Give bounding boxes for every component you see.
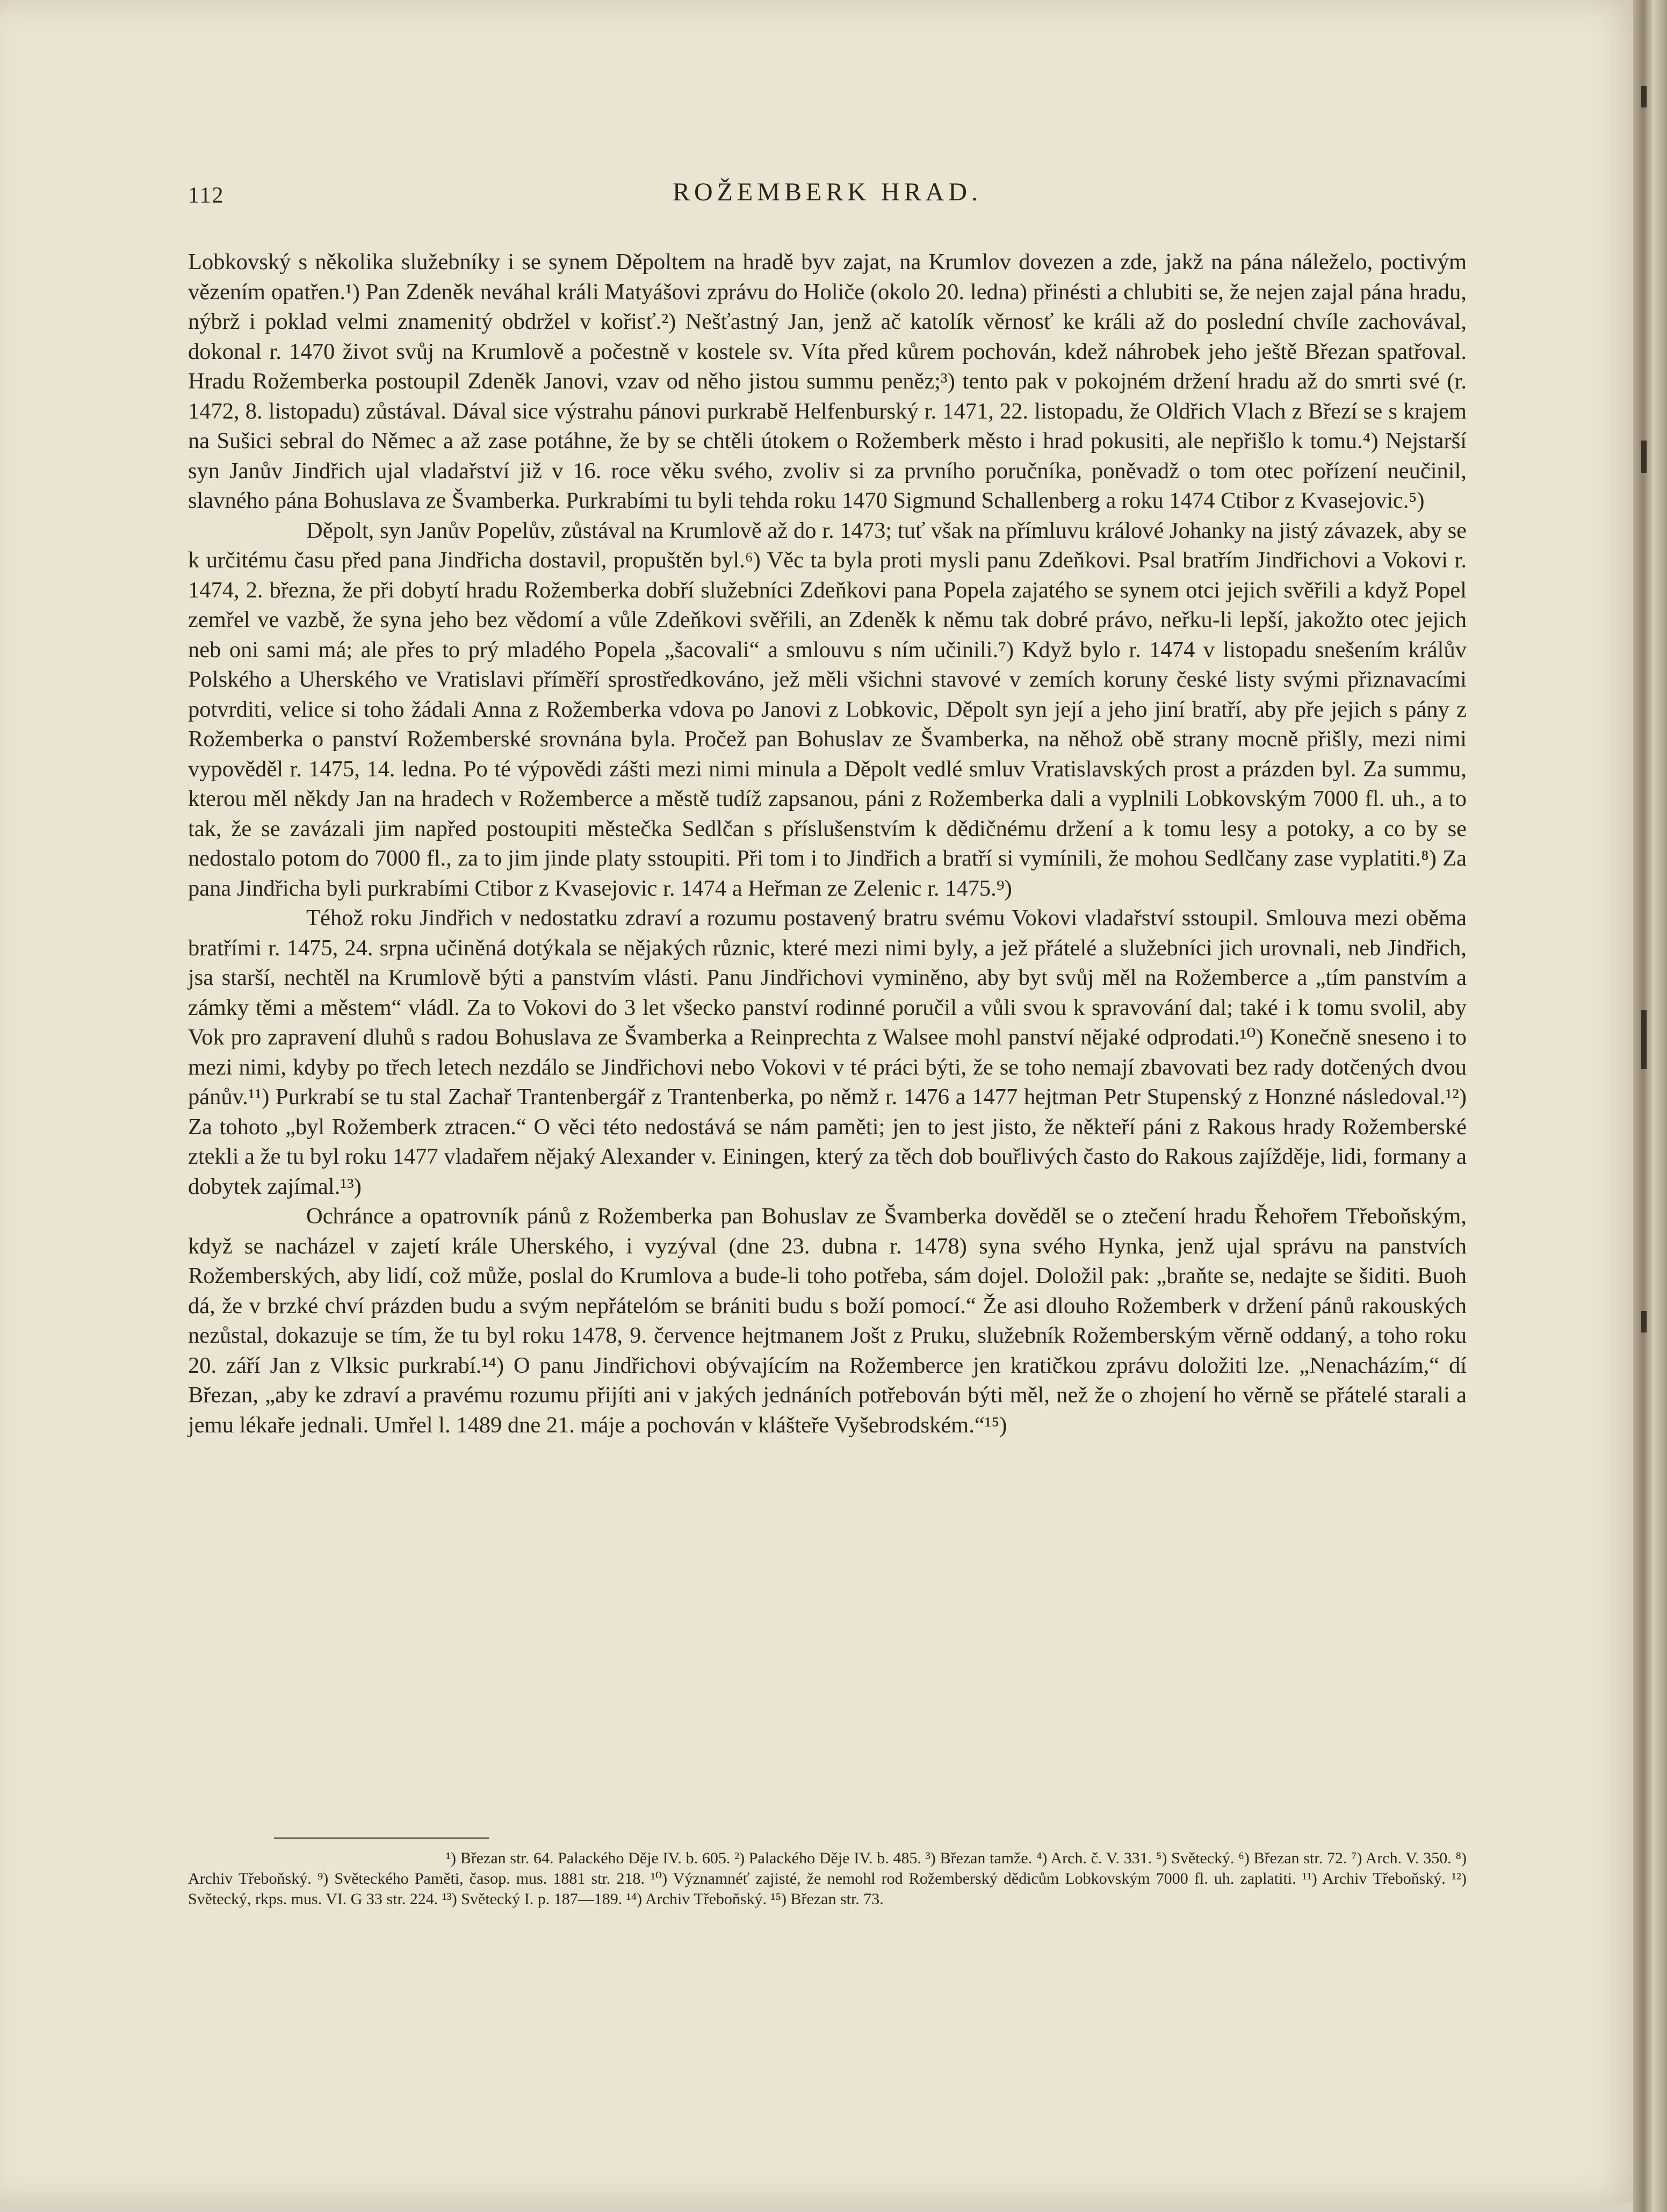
page-number: 112 (188, 183, 225, 208)
running-head: ROŽEMBERK HRAD. (672, 178, 983, 206)
paragraph-1: Lobkovský s několika služebníky i se synem Děpoltem na hradě byv zajat, na Krumlov dovezen a zde, jakž na pána náleželo, poctivým vězením opatřen.¹) Pan Zdeněk neváhal králi Matyášovi zprávu do Holiče (okolo 20. ledna) přinésti a chlubiti se, že nejen zajal pána hradu, nýbrž i poklad velmi znamenitý obdržel v kořisť.²) Nešťastný Jan, jenž ač katolík věrnosť ke králi až do poslední chvíle zachovával, dokonal r. 1470 život svůj na Krumlově a počestně v kostele sv. Víta před kůrem pochován, kdež náhrobek jeho ještě Březan spatřoval. Hradu Rožemberka postoupil Zdeněk Janovi, vzav od něho jistou summu peněz;³) tento pak v pokojném držení hradu až do smrti své (r. 1472, 8. listopadu) zůstával. Dával sice výstrahu pánovi purkrabě Helfenburský r. 1471, 22. listopadu, že Oldřich Vlach z Březí se s krajem na Sušici sebral do Němec a až zase potáhne, že by se chtěli útokem o Rožemberk město i hrad pokusiti, ale nepřišlo k tomu.⁴) Nejstarší syn Janův Jindřich ujal vladařství již v 16. roce věku svého, zvoliv si za prvního poručníka, poněvadž o tom otec pořízení neučinil, slavného pána Bohuslava ze Švamberka. Purkrabími tu byli tehda roku 1470 Sigmund Schallenberg a roku 1474 Ctibor z Kvasejovic.⁵) (188, 249, 1467, 513)
footnote-rule (274, 1838, 489, 1839)
footnotes (188, 1848, 1467, 1910)
paragraph-4: Ochránce a opatrovník pánů z Rožemberka pan Bohuslav ze Švamberka dověděl se o ztečení hradu Řehořem Třeboňským, když se nacházel v zajetí krále Uherského, i vyzýval (dne 23. dubna r. 1478) syna svého Hynka, jenž ujal správu na panstvích Rožemberských, aby lidí, což může, poslal do Krumlova a bude-li toho potřeba, sám dojel. Doložil pak: „braňte se, nedajte se šiditi. Buoh dá, že v brzké chví prázden budu a svým nepřátelóm se brániti budu s boží pomocí.“ Že asi dlouho Rožemberk v držení pánů rakouských nezůstal, dokazuje se tím, že tu byl roku 1478, 9. července hejtmanem Jošt z Pruku, služebník Rožemberským věrně oddaný, a toho roku 20. září Jan z Vlksic purkrabí.¹⁴) O panu Jindřichovi obývajícím na Rožemberce jen kratičkou zprávu doložiti lze. „Nenacházím,“ dí Březan, „aby ke zdraví a pravému rozumu přijíti ani v jakých jednáních potřebován býti měl, než že o zhojení ho věrně se přátelé starali a jemu lékaře jednali. Umřel l. 1489 dne 21. máje a pochován v klášteře Vyšebrodském.“¹⁵) (188, 1204, 1467, 1438)
paragraph-3: Téhož roku Jindřich v nedostatku zdraví a rozumu postavený bratru svému Vokovi vladařství sstoupil. Smlouva mezi oběma bratřími r. 1475, 24. srpna učiněná dotýkala se nějakých různic, které mezi nimi byly, a jež přátelé a služebníci jich urovnali, neb Jindřich, jsa starší, nechtěl na Krumlově býti a panstvím vlásti. Panu Jindřichovi vyminěno, aby byt svůj měl na Rožemberce a „tím panstvím a zámky těmi a městem“ vládl. Za to Vokovi do 3 let všecko panství rodinné poručil a vůli svou k spravování dal; také i k tomu svolil, aby Vok pro zapravení dluhů s radou Bohuslava ze Švamberka a Reinprechta z Walsee mohl panství nějaké odprodati.¹⁰) Konečně sneseno i to mezi nimi, kdyby po třech letech nezdálo se Jindřichovi nebo Vokovi v té práci býti, že se toho nemají zbavovati bez rady dotčených dvou pánův.¹¹) Purkrabí se tu stal Zachař Trantenbergář z Trantenberka, po němž r. 1476 a 1477 hejtman Petr Stupenský z Honzné následoval.¹²) Za tohoto „byl Rožemberk ztracen.“ O věci této nedostává se nám paměti; jen to jest jisto, že někteří páni z Rakous hrady Rožemberské ztekli a že tu byl roku 1477 vladařem nějaký Alexander v. Einingen, který za těch dob bouřlivých často do Rakous zajížděje, lidi, formany a dobytek zajímal.¹³) (188, 905, 1467, 1199)
binding-mark (1641, 1311, 1647, 1332)
binding-mark (1641, 86, 1647, 107)
footnotes-text: ¹) Březan str. 64. Palackého Děje IV. b. 605. ²) Palackého Děje IV. b. 485. ³) Březan tamže. ⁴) Arch. č. V. 331. ⁵) Světecký. ⁶) Březan str. 72. ⁷) Arch. V. 350. ⁸) Archiv Třeboňský. ⁹) Světeckého Paměti, časop. mus. 1881 str. 218. ¹⁰) Významnéť zajisté, že nemohl rod Rožemberský dědicům Lobkovským 7000 fl. uh. zaplatiti. ¹¹) Archiv Třeboňský. ¹²) Světecký, rkps. mus. VI. G 33 str. 224. ¹³) Světecký I. p. 187—189. ¹⁴) Archiv Třeboňský. ¹⁵) Březan str. 73. (188, 1849, 1467, 1908)
paragraph-2: Děpolt, syn Janův Popelův, zůstával na Krumlově až do r. 1473; tuť však na přímluvu králové Johanky na jistý závazek, aby se k určitému času před pana Jindřicha dostavil, propuštěn byl.⁶) Věc ta byla proti mysli panu Zdeňkovi. Psal bratřím Jindřichovi a Vokovi r. 1474, 2. března, že při dobytí hradu Rožemberka dobří služebníci Zdeňkovi pana Popela zajatého se synem otci jejich svěřili a když Popel zemřel ve vazbě, že syna jeho bez vědomí a vůle Zdeňkovi svěřili, an Zdeněk k němu tak dobré právo, neřku-li lepší, jakožto otec jejich neb oni sami má; ale přes to prý mladého Popela „šacovali“ a smlouvu s ním učinili.⁷) Když bylo r. 1474 v listopadu snešením králův Polského a Uherského ve Vratislavi příměří sprostředkováno, jež měli všichni stavové v zemích koruny české listy svými přiznavacími potvrditi, velice si toho žádali Anna z Rožemberka vdova po Janovi z Lobkovic, Děpolt syn její a jeho jiní bratří, aby pře jejich s pány z Rožemberka o panství Rožemberské srovnána byla. Pročež pan Bohuslav ze Švamberka, na něhož obě strany mocně přišly, mezi nimi vypověděl r. 1475, 14. ledna. Po té výpovědi zášti mezi nimi minula a Děpolt vedlé smluv Vratislavských prost a prázden byl. Za summu, kterou měl někdy Jan na hradech v Rožemberce a městě tudíž zapsanou, páni z Rožemberka dali a vyplnili Lobkovským 7000 fl. uh., a to tak, že se zavázali jim napřed postoupiti městečka Sedlčan s příslušenstvím k dědičnému držení a k tomu lesy a potoky, a co by se nedostalo potom do 7000 fl., za to jim jinde platy sstoupiti. Při tom i to Jindřich a bratří si vymínili, že mohou Sedlčany zase vyplatiti.⁸) Za pana Jindřicha byli purkrabími Ctibor z Kvasejovic r. 1474 a Heřman ze Zelenic r. 1475.⁹) (188, 517, 1467, 901)
page-header (188, 177, 1467, 215)
body-text (188, 247, 1467, 1440)
binding-mark (1641, 1010, 1647, 1069)
binding-mark (1641, 441, 1647, 473)
book-gutter (1633, 0, 1667, 2212)
